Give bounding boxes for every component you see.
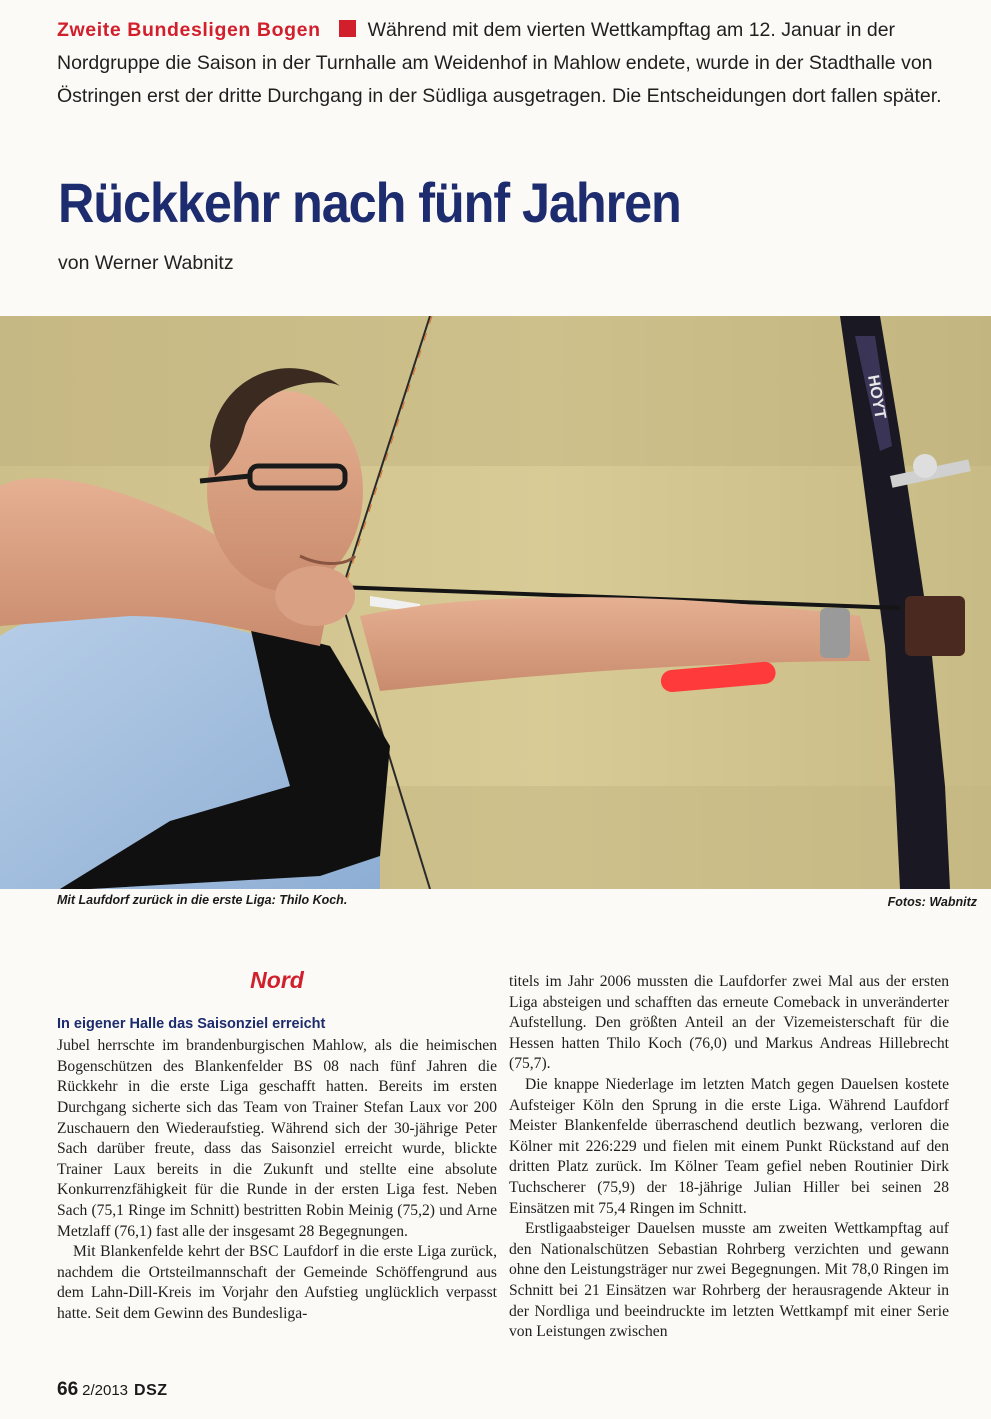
photo-caption: Mit Laufdorf zurück in die erste Liga: Thilo Koch. <box>57 893 348 907</box>
article-headline: Rückkehr nach fünf Jahren <box>58 171 681 234</box>
intro-text: Während mit dem vierten Wettkampftag am 12. Januar in der Nordgruppe die Saison in der Turnhalle am Weidenhof in Mahlow endete, wurde in der Stadthalle von Östringen erst der dritte Durchgang in der Südliga ausgetragen. Die Entscheidungen dort fallen später. <box>57 19 942 107</box>
article-photo <box>0 316 991 889</box>
section-title: Nord <box>250 967 304 993</box>
article-byline: von Werner Wabnitz <box>58 252 234 274</box>
article-paragraph: Jubel herrschte im brandenburgischen Mahlow, als die heimischen Bogenschützen des Blankenfelder BS 08 nach fünf Jahren die Rückkehr in die erste Liga geschafft hatten. Bereits im ersten Durchgang sicherte sich das Team von Trainer Stefan Laux vor 200 Zuschauern den Wiederaufstieg. Während sich der 30-jährige Peter Sach darüber freute, dass das Saisonziel erreicht wurde, blickte Trainer Laux bereits in die Zukunft und stellte eine absolute Konkurrenzfähigkeit für die Runde in der ersten Liga fest. Neben Sach (75,1 Ringe im Schnitt) bestritten Robin Meinig (75,2) und Arne Metzlaff (76,1) fast alle der insgesamt 28 Begegnungen. <box>57 1037 497 1240</box>
page-number: 66 <box>57 1379 79 1400</box>
archer-illustration <box>0 316 991 889</box>
article-paragraph: Die knappe Niederlage im letzten Match gegen Dauelsen kostete Aufsteiger Köln den Sprung in die erste Liga. Während Laufdorf Meister Blankenfelde überraschend deutlich bezwang, verloren die Kölner mit 226:229 und fielen mit einem Punkt Rückstand auf den dritten Platz zurück. Im Kölner Team gefiel neben Routinier Dirk Tuchscherer (75,9) der 18-jährige Julian Hiller bei seinen 28 Einsätzen mit 75,4 Ringen im Schnitt. <box>509 1075 949 1217</box>
intro-paragraph <box>57 14 962 113</box>
issue-number: 2/2013 <box>82 1382 129 1399</box>
article-column-left <box>57 968 497 1325</box>
article-paragraph: Mit Blankenfelde kehrt der BSC Laufdorf in die erste Liga zurück, nachdem die Ortsteilmannschaft der Gemeinde Schöffengrund aus dem Lahn-Dill-Kreis im Vorjahr den Aufstieg unglücklich verpasst hatte. Seit dem Gewinn des Bundesliga- <box>57 1243 497 1322</box>
photo-credit: Fotos: Wabnitz <box>887 895 977 909</box>
article-paragraph: titels im Jahr 2006 mussten die Laufdorfer zwei Mal aus der ersten Liga absteigen und schafften das erneute Comeback in unveränderter Aufstellung. Den größten Anteil an der Vizemeisterschaft für die Hessen hatten Thilo Koch (76,0) und Markus Andreas Hillebrecht (75,7). <box>509 973 949 1073</box>
article-subhead: In eigener Halle das Saisonziel erreicht <box>57 1015 326 1032</box>
page-footer <box>57 1379 168 1401</box>
rubric-square-icon <box>339 20 356 37</box>
article-column-right <box>509 972 949 1343</box>
article-paragraph: Erstligaabsteiger Dauelsen musste am zweiten Wettkampftag auf den Nationalschützen Sebastian Rohrberg verzichten und gewann ohne den Leistungsträger nur zwei Begegnungen. Mit 78,0 Ringen im Schnitt bei 21 Einsätzen war Rohrberg der herausragende Akteur in der Nordliga und beeindruckte im letzten Wettkampf mit einer Serie von Leistungen zwischen <box>509 1220 949 1341</box>
bow-brand-label: HOYT <box>864 373 889 421</box>
magazine-name: DSZ <box>134 1382 168 1399</box>
rubric-label: Zweite Bundesligen Bogen <box>57 19 321 41</box>
